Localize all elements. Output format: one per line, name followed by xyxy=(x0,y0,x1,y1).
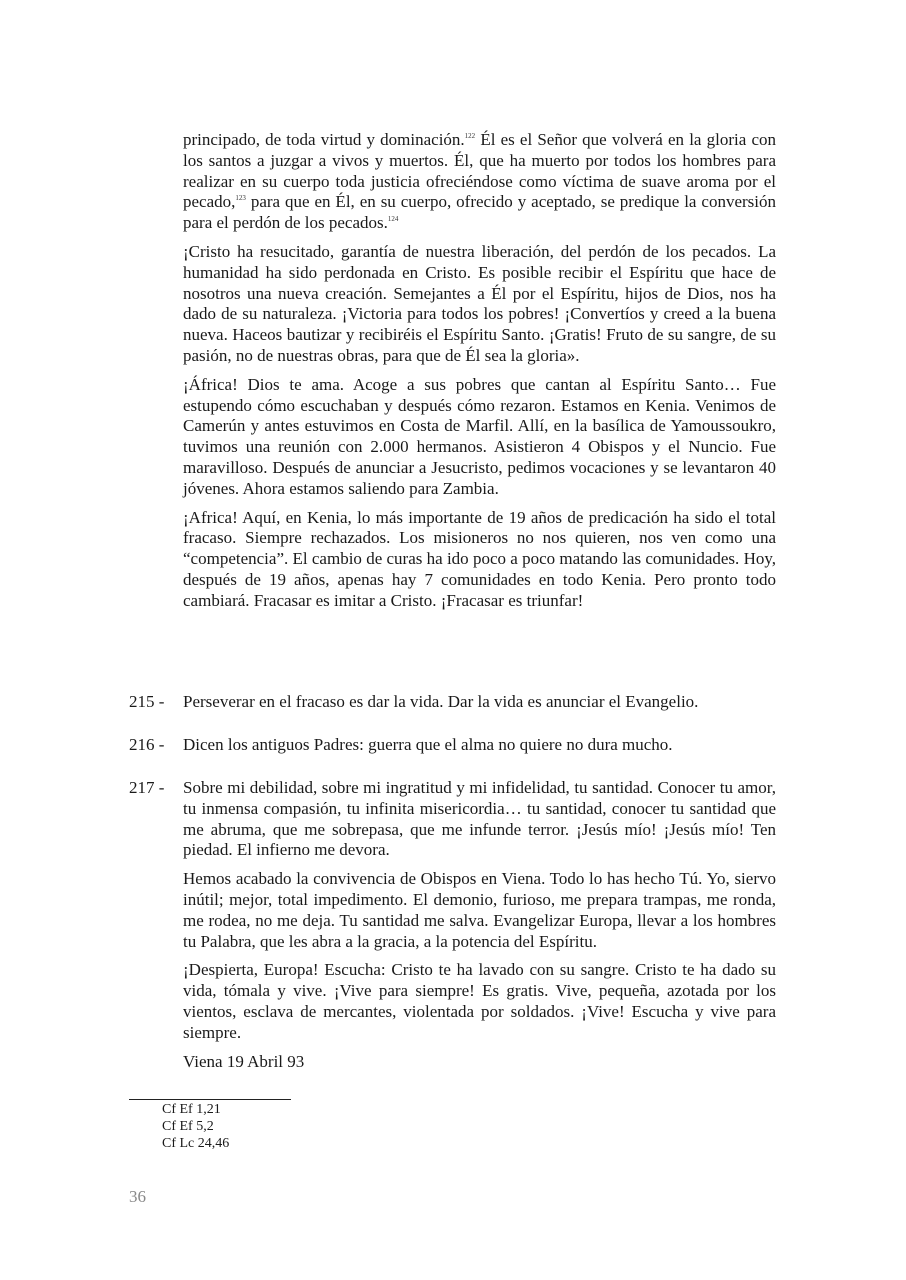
item-paragraph: Dicen los antiguos Padres: guerra que el alma no quiere no dura mucho. xyxy=(183,735,673,754)
item-body xyxy=(183,692,776,721)
paragraph-1-part-a: principado, de toda virtud y dominación. xyxy=(183,130,465,149)
item-paragraph: Perseverar en el fracaso es dar la vida. Dar la vida es anunciar el Evangelio. xyxy=(183,692,699,711)
footnote-divider xyxy=(129,1099,291,1100)
footnote-ref-123: 123 xyxy=(235,194,246,203)
footnote-122: Cf Ef 1,21 xyxy=(162,1102,221,1117)
paragraph-1 xyxy=(183,130,776,234)
item-number: 216 - xyxy=(129,735,165,754)
item-paragraph-2: Hemos acabado la convivencia de Obispos en Viena. Todo lo has hecho Tú. Yo, siervo inútil; mejor, total impedimento. El demonio, furioso, me prepara trampas, me ronda, me rodea, no me deja. Tu santidad me salva. Evangelizar Europa, llevar a los hombres tu Palabra, que les abra a la gracia, a la potencia del Espíritu. xyxy=(183,869,776,951)
footnote-123: Cf Ef 5,2 xyxy=(162,1119,214,1134)
footnote-124: Cf Lc 24,46 xyxy=(162,1136,230,1151)
item-paragraph-1: Sobre mi debilidad, sobre mi ingratitud y mi infidelidad, tu santidad. Conocer tu amor, tu inmensa compasión, tu infinita misericordia… tu santidad, conocer tu santidad que me abruma, que me sobrepasa, que me infunde terror. ¡Jesús mío! ¡Jesús mío! Ten piedad. El infierno me devora. xyxy=(183,778,776,860)
item-body xyxy=(183,778,776,1080)
footnotes xyxy=(162,1101,229,1152)
item-paragraph-3: ¡Despierta, Europa! Escucha: Cristo te ha lavado con su sangre. Cristo te ha dado su vida, tómala y vive. ¡Vive para siempre! Es gratis. Vive, pequeña, azotada por los vientos, esclava de mercantes, violentada por soldados. ¡Vive! Escucha y vive para siempre. xyxy=(183,960,776,1042)
paragraph-3: ¡África! Dios te ama. Acoge a sus pobres que cantan al Espíritu Santo… Fue estupendo cómo escuchaban y después cómo rezaron. Estamos en Kenia. Venimos de Camerún y antes estuvimos en Costa de Marfil. Allí, en la basílica de Yamoussoukro, tuvimos una reunión con 2.000 hermanos. Asistieron 4 Obispos y el Nuncio. Fue maravilloso. Después de anunciar a Jesucristo, pedimos vocaciones y se levantaron 40 jóvenes. Ahora estamos saliendo para Zambia. xyxy=(183,374,776,498)
item-number: 217 - xyxy=(129,778,165,797)
paragraph-4: ¡Africa! Aquí, en Kenia, lo más importante de 19 años de predicación ha sido el total fracaso. Siempre rechazados. Los misioneros no nos quieren, nos ven como una “competencia”. El cambio de curas ha ido poco a poco matando las comunidades. Hoy, después de 19 años, apenas hay 7 comunidades en todo Kenia. Pero pronto todo cambiará. Fracasar es imitar a Cristo. ¡Fracasar es triunfar! xyxy=(183,507,776,610)
paragraph-1-part-b: Él es el Señor que volverá en la gloria con los santos a juzgar a vivos y muertos. Él, que ha muerto por todos los hombres para realizar en su cuerpo toda justicia ofreciéndose como víctima de suave aroma por el pecado, xyxy=(183,130,776,212)
footnote-ref-124: 124 xyxy=(387,215,399,224)
continued-text xyxy=(183,130,776,620)
item-body xyxy=(183,735,776,764)
paragraph-1-part-c: para que en Él, en su cuerpo, ofrecido y aceptado, se predique la conversión para el perdón de los pecados. xyxy=(183,192,776,233)
footnote-ref-122: 122 xyxy=(464,132,476,140)
item-signature-line: Viena 19 Abril 93 xyxy=(183,1051,305,1071)
page-number: 36 xyxy=(129,1187,146,1206)
paragraph-2: ¡Cristo ha resucitado, garantía de nuestra liberación, del perdón de los pecados. La humanidad ha sido perdonada en Cristo. Es posible recibir el Espíritu que hace de nosotros una nueva creación. Semejantes a Él por el Espíritu, hijos de Dios, nos ha dado de su naturaleza. ¡Victoria para todos los pobres! ¡Convertíos y creed a la buena nueva. Haceos bautizar y recibiréis el Espíritu Santo. ¡Gratis! Fruto de su sangre, de su pasión, no de nuestras obras, para que de Él sea la gloria». xyxy=(183,241,776,365)
item-number: 215 - xyxy=(129,692,165,711)
